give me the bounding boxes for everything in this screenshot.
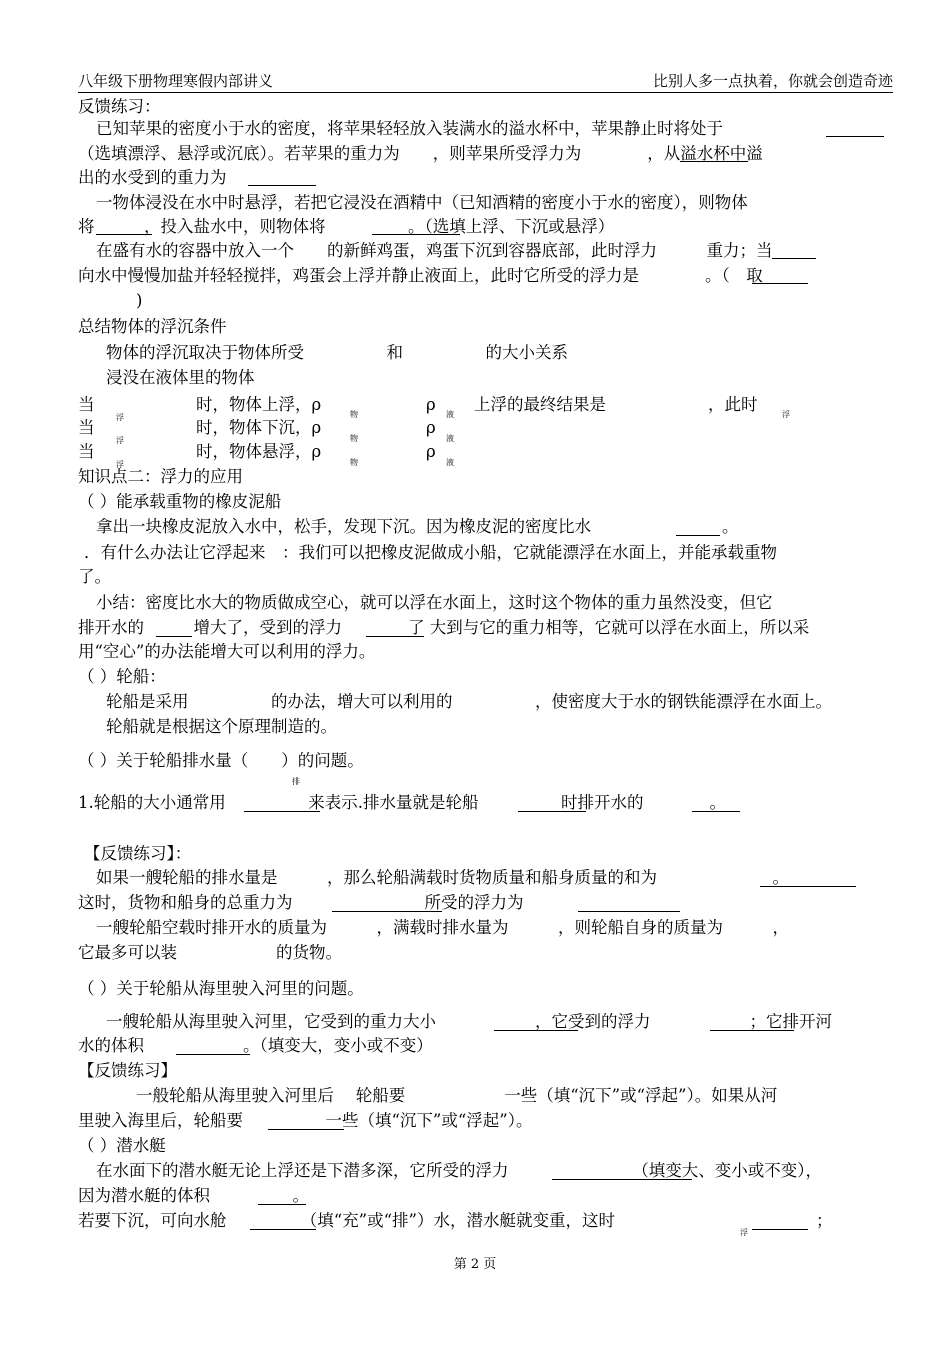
text-line: 拿出一块橡皮泥放入水中，松手，发现下沉。因为橡皮泥的密度比水: [96, 517, 591, 536]
blank: [176, 1054, 250, 1055]
text-line: ；: [816, 1211, 833, 1230]
blank: [156, 636, 192, 637]
blank: [248, 185, 316, 186]
blank: [752, 283, 808, 284]
page-number: 第 2 页: [453, 1257, 497, 1272]
subscript: 浮: [116, 460, 124, 469]
condition-text: ρ: [426, 395, 436, 414]
condition-text: ρ: [426, 418, 436, 437]
page-header: [78, 70, 893, 93]
text-line: 了。: [78, 567, 111, 586]
text-line: 水的体积 。（填变大，变小或不变）: [78, 1036, 433, 1055]
header-left: 八年级下册物理寒假内部讲义: [78, 72, 274, 90]
blank: [772, 258, 816, 259]
text-line: 出的水受到的重力为: [78, 168, 227, 187]
text-line: 若要下沉，可向水舱 （填“充”或“排”）水，潜水艇就变重，这时: [78, 1211, 615, 1230]
blank: [268, 1129, 344, 1130]
blank: [760, 886, 856, 887]
text-line: （ ）潜水艇: [78, 1136, 166, 1155]
text-line: （ ）能承载重物的橡皮泥船: [78, 492, 282, 511]
subscript: 物: [350, 458, 358, 467]
blank: [710, 1030, 794, 1031]
text-line: 将 ，投入盐水中，则物体将 。（选填上浮、下沉或悬浮）: [78, 217, 615, 236]
text-line: 它最多可以装 的货物。: [78, 943, 342, 962]
text-line: （ ）轮船：: [78, 667, 166, 686]
blank: [96, 234, 152, 235]
subscript: 浮: [116, 436, 124, 445]
subscript: 液: [446, 458, 454, 467]
condition-text: 上浮的最终结果是: [474, 395, 606, 414]
text-line: 向水中慢慢加盐并轻轻搅拌，鸡蛋会上浮并静止液面上，此时它所受的浮力是 。（ 取: [78, 266, 763, 285]
subscript: 浮: [782, 410, 790, 419]
text-line: （ ）关于轮船排水量（ ）的问题。: [78, 751, 364, 770]
blank: [680, 161, 748, 162]
text-line: 一艘轮船空载时排开水的质量为 ，满载时排水量为 ，则轮船自身的质量为 ，: [96, 918, 789, 937]
subscript: 物: [350, 434, 358, 443]
subscript: 物: [350, 410, 358, 419]
text-line: 。: [722, 517, 739, 536]
text-line: 用“空心”的办法能增大可以利用的浮力。: [78, 642, 376, 661]
condition-text: ρ: [426, 442, 436, 461]
text-line: 一艘轮船从海里驶入河里，它受到的重力大小 ，它受到的浮力 ；它排开河: [106, 1012, 832, 1031]
blank: [494, 1030, 578, 1031]
text-line: 这时，货物和船身的总重力为 所受的浮力为: [78, 893, 524, 912]
condition-label: 当: [78, 418, 95, 437]
text-line: 在水面下的潜水艇无论上浮还是下潜多深，它所受的浮力 （填变大、变小或不变），: [96, 1161, 822, 1180]
section-heading: 【反馈练习】：: [84, 844, 192, 863]
blank: [366, 636, 424, 637]
blank: [518, 811, 586, 812]
text-line: 浸没在液体里的物体: [106, 368, 255, 387]
condition-label: 当: [78, 442, 95, 461]
blank: [332, 911, 442, 912]
blank: [578, 911, 680, 912]
subscript: 液: [446, 434, 454, 443]
condition-label: 当: [78, 395, 95, 414]
text-line: 因为潜水艇的体积 。: [78, 1186, 309, 1205]
blank: [258, 1204, 306, 1205]
text-line: 轮船是采用 的办法，增大可以利用的 ，使密度大于水的钢铁能漂浮在水面上。: [106, 692, 832, 711]
blank: [250, 1229, 316, 1230]
text-line: 如果一艘轮船的排水量是 ，那么轮船满载时货物质量和船身质量的和为 。: [96, 868, 789, 887]
blank: [692, 811, 740, 812]
text-line: ．有什么办法让它浮起来 ：我们可以把橡皮泥做成小船，它就能漂浮在水面上，并能承载重物: [84, 543, 777, 562]
blank: [752, 1229, 808, 1230]
blank: [552, 1179, 692, 1180]
text-line: （选填漂浮、悬浮或沉底）。若苹果的重力为 ，则苹果所受浮力为 ，从溢水杯中溢: [78, 144, 763, 163]
text-line: 物体的浮沉取决于物体所受 和 的大小关系: [106, 343, 568, 362]
blank: [372, 234, 460, 235]
subscript: 液: [446, 410, 454, 419]
text-line: 小结：密度比水大的物质做成空心，就可以浮在水面上，这时这个物体的重力虽然没变，但它: [96, 593, 773, 612]
text-line: 里驶入海里后，轮船要 一些（填“沉下”或“浮起”）。: [78, 1111, 533, 1130]
blank: [676, 535, 720, 536]
section-heading: 【反馈练习】: [78, 1061, 177, 1080]
subscript: 排: [292, 777, 300, 786]
blank: [826, 136, 884, 137]
condition-text: 时，物体上浮，ρ: [196, 395, 322, 414]
text-line: 一物体浸没在水中时悬浮，若把它浸没在酒精中（已知酒精的密度小于水的密度），则物体: [96, 193, 748, 212]
text-line: （ ）关于轮船从海里驶入河里的问题。: [78, 979, 364, 998]
section-heading: 知识点二：浮力的应用: [78, 467, 243, 486]
subscript: 浮: [740, 1228, 748, 1237]
text-line: 已知苹果的密度小于水的密度，将苹果轻轻放入装满水的溢水杯中，苹果静止时将处于: [96, 119, 723, 138]
condition-text: ，此时: [708, 395, 758, 414]
condition-text: 时，物体下沉，ρ: [196, 418, 322, 437]
text-line: 在盛有水的容器中放入一个 的新鲜鸡蛋，鸡蛋下沉到容器底部，此时浮力 重力；当: [96, 241, 773, 260]
text-line: 一般轮船从海里驶入河里后 轮船要 一些（填“沉下”或“浮起”）。如果从河: [136, 1086, 778, 1105]
text-line: ): [136, 291, 143, 310]
section-heading: 总结物体的浮沉条件: [78, 317, 227, 336]
text-line: 轮船就是根据这个原理制造的。: [106, 717, 337, 736]
text-line: 1.轮船的大小通常用 来表示.排水量就是轮船 时排开水的 。: [78, 793, 726, 812]
condition-text: 时，物体悬浮，ρ: [196, 442, 322, 461]
section-heading: 反馈练习：: [78, 97, 161, 116]
blank: [244, 811, 320, 812]
header-right: 比别人多一点执着，你就会创造奇迹: [652, 72, 893, 90]
subscript: 浮: [116, 413, 124, 422]
text-line: 排开水的 增大了，受到的浮力 了 大到与它的重力相等，它就可以浮在水面上，所以采: [78, 618, 810, 637]
